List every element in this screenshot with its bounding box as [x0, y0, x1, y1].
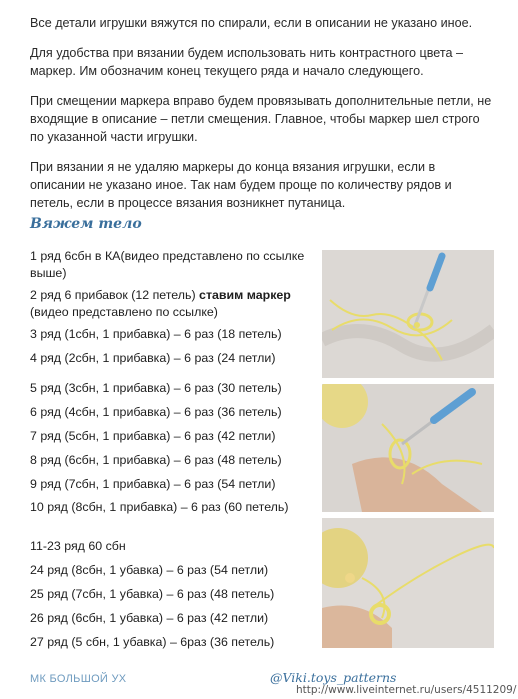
photo-step-2: [322, 384, 494, 512]
row-6: 6 ряд (4сбн, 1 прибавка) – 6 раз (36 петель): [30, 405, 282, 419]
intro-paragraph-1: Все детали игрушки вяжутся по спирали, если в описании не указано иное.: [30, 16, 473, 30]
intro-paragraph-3: При смещении маркера вправо будем провязывать дополнительные петли, не входящие в описание – петли смещения. Главное, чтобы маркер шел строго по указанной части игрушки.: [30, 94, 492, 144]
intro-text: [30, 14, 492, 224]
photo-step-3-image: [322, 518, 494, 648]
footer-title: МК БОЛЬШОЙ УХ: [30, 673, 127, 685]
row-9: 9 ряд (7сбн, 1 прибавка) – 6 раз (54 петли): [30, 477, 276, 491]
row-4: 4 ряд (2сбн, 1 прибавка) – 6 раз (24 петли): [30, 351, 276, 365]
intro-paragraph-2: Для удобства при вязании будем использовать нить контрастного цвета – маркер. Им обозначим конец текущего ряда и начало следующего.: [30, 46, 464, 78]
row-26: 26 ряд (6сбн, 1 убавка) – 6 раз (42 петли): [30, 611, 269, 625]
row-1: 1 ряд 6сбн в КА(видео представлено по ссылке выше): [30, 249, 305, 280]
watermark-url: http://www.liveinternet.ru/users/4511209/: [296, 684, 517, 696]
row-10: 10 ряд (8сбн, 1 прибавка) – 6 раз (60 петель): [30, 500, 289, 514]
row-3: 3 ряд (1сбн, 1 прибавка) – 6 раз (18 петель): [30, 327, 282, 341]
section-title: Вяжем тело: [30, 216, 142, 232]
row-2-marker-note: ставим маркер: [199, 288, 291, 302]
footer-handle: @Viki.toys_patterns: [270, 670, 397, 685]
row-5: 5 ряд (3сбн, 1 прибавка) – 6 раз (30 петель): [30, 381, 282, 395]
row-24: 24 ряд (8сбн, 1 убавка) – 6 раз (54 петли): [30, 563, 269, 577]
row-2-video-note: (видео представлено по ссылке): [30, 305, 218, 319]
photo-step-2-image: [322, 384, 494, 512]
row-25: 25 ряд (7сбн, 1 убавка) – 6 раз (48 петель): [30, 587, 275, 601]
photo-step-3: [322, 518, 494, 648]
photo-step-1-image: [322, 250, 494, 378]
row-7: 7 ряд (5сбн, 1 прибавка) – 6 раз (42 петли): [30, 429, 276, 443]
row-11-23: 11-23 ряд 60 сбн: [30, 539, 126, 553]
photo-step-1: [322, 250, 494, 378]
intro-paragraph-4: При вязании я не удаляю маркеры до конца вязания игрушки, если в описании не указано иное. Так нам будем проще по количеству рядов и петель, если в процессе вязания возникнет путаница.: [30, 160, 452, 210]
row-2: [30, 287, 318, 321]
row-27: 27 ряд (5 сбн, 1 убавка) – 6раз (36 петель): [30, 635, 275, 649]
row-8: 8 ряд (6сбн, 1 прибавка) – 6 раз (48 петель): [30, 453, 282, 467]
row-2-text: 2 ряд 6 прибавок (12 петель): [30, 288, 200, 302]
